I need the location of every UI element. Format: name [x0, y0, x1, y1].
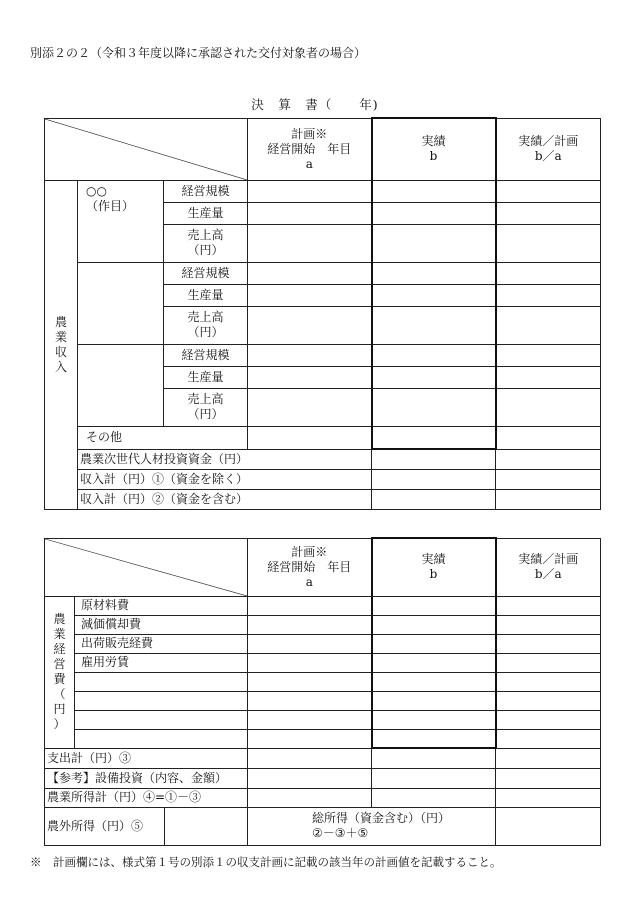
expense-item-label[interactable] [75, 710, 248, 729]
actual-column-header [372, 538, 496, 596]
ratio-cell[interactable] [496, 426, 601, 449]
actual-cell[interactable] [372, 615, 496, 634]
ratio-header-line1: 実績／計画 [518, 134, 579, 148]
plan-cell[interactable] [372, 449, 496, 469]
crop-label [78, 180, 164, 262]
sales-label-line2: （円） [187, 407, 224, 421]
plan-cell[interactable] [248, 306, 372, 344]
actual-cell[interactable] [372, 306, 496, 344]
row-label-sales [164, 388, 248, 426]
ratio-column-header [496, 538, 601, 596]
crop-label-line2: （作目） [86, 198, 135, 213]
nonfarm-income-value[interactable] [165, 807, 248, 845]
ratio-cell[interactable] [496, 653, 601, 672]
plan-header-line1: 計画※ [291, 126, 328, 141]
plan-cell[interactable] [248, 284, 372, 306]
plan-cell[interactable] [372, 469, 496, 489]
sales-label-line2: （円） [187, 325, 224, 339]
row-label-production: 生産量 [164, 284, 248, 306]
expense-item-label: 雇用労賃 [75, 653, 248, 672]
actual-cell[interactable] [372, 748, 496, 768]
footnote: ※ 計画欄には、様式第１号の別添１の収支計画に記載の該当年の計画値を記載すること。 [30, 855, 502, 869]
ratio-cell[interactable] [496, 768, 601, 788]
crop-label-blank[interactable] [78, 344, 164, 426]
row-label-production: 生産量 [164, 202, 248, 224]
plan-cell[interactable] [248, 653, 372, 672]
expense-item-label: 原材料費 [75, 596, 248, 615]
crop-label-blank[interactable] [78, 262, 164, 344]
actual-cell[interactable] [372, 596, 496, 615]
row-label-production: 生産量 [164, 366, 248, 388]
sales-label-line1: 売上高 [187, 392, 224, 406]
actual-cell[interactable] [372, 388, 496, 426]
ratio-cell[interactable] [496, 634, 601, 653]
ratio-cell[interactable] [496, 344, 601, 366]
plan-cell[interactable] [248, 729, 372, 748]
actual-cell[interactable] [372, 710, 496, 729]
actual-cell[interactable] [372, 284, 496, 306]
expense-item-label[interactable] [75, 729, 248, 748]
actual-cell[interactable] [372, 262, 496, 284]
plan-cell[interactable] [248, 672, 372, 691]
plan-cell[interactable] [248, 691, 372, 710]
actual-cell[interactable] [372, 634, 496, 653]
ratio-cell[interactable] [496, 672, 601, 691]
row-label-total-incl: 収入計（円）②（資金を含む） [78, 489, 372, 509]
actual-cell[interactable] [372, 672, 496, 691]
gross-income-label [248, 807, 496, 845]
ratio-cell[interactable] [496, 710, 601, 729]
actual-cell[interactable] [372, 426, 496, 449]
expense-item-label[interactable] [75, 672, 248, 691]
farm-expense-category: 農 業 経 営 費 （ 円 ） [45, 596, 75, 748]
actual-cell[interactable] [372, 768, 496, 788]
plan-cell[interactable] [248, 180, 372, 202]
actual-cell[interactable] [372, 653, 496, 672]
plan-cell[interactable] [248, 615, 372, 634]
plan-column-header [248, 538, 372, 596]
farm-income-category: 農 業 収 入 [45, 180, 78, 509]
actual-cell[interactable] [496, 489, 601, 509]
crop-label-line1: ○○ [86, 183, 107, 198]
actual-cell[interactable] [372, 729, 496, 748]
ratio-cell[interactable] [496, 202, 601, 224]
actual-cell[interactable] [372, 344, 496, 366]
row-label-scale: 経営規模 [164, 180, 248, 202]
header-diagonal-cell [45, 118, 248, 180]
sales-label-line1: 売上高 [187, 310, 224, 324]
actual-cell[interactable] [372, 224, 496, 262]
row-label-reference: 【参考】設備投資（内容、金額） [45, 768, 248, 788]
ratio-header-line2: b／a [534, 149, 562, 163]
actual-cell[interactable] [496, 449, 601, 469]
expense-item-label: 減価償却費 [75, 615, 248, 634]
plan-cell[interactable] [248, 224, 372, 262]
ratio-cell[interactable] [496, 691, 601, 710]
actual-cell[interactable] [372, 788, 496, 807]
plan-header-line2: 経営開始 年目 [267, 141, 352, 156]
row-label-scale: 経営規模 [164, 262, 248, 284]
plan-cell[interactable] [248, 202, 372, 224]
row-label-other: その他 [78, 426, 248, 449]
plan-cell[interactable] [372, 489, 496, 509]
expense-table [44, 537, 601, 846]
plan-cell[interactable] [248, 768, 372, 788]
ratio-cell[interactable] [496, 262, 601, 284]
actual-header-line1: 実績 [421, 552, 446, 567]
ratio-cell[interactable] [496, 366, 601, 388]
gross-income-line1: 総所得（資金含む）（円） [312, 811, 451, 825]
document-title: 決 算 書（ 年) [251, 97, 379, 112]
plan-cell[interactable] [248, 262, 372, 284]
ratio-cell[interactable] [496, 788, 601, 807]
ratio-cell[interactable] [496, 729, 601, 748]
ratio-header-line2: b／a [534, 567, 562, 581]
row-label-scale: 経営規模 [164, 344, 248, 366]
ratio-cell[interactable] [496, 284, 601, 306]
plan-cell[interactable] [248, 634, 372, 653]
ratio-column-header [496, 118, 601, 180]
expense-item-label[interactable] [75, 691, 248, 710]
row-label-expense-total: 支出計（円）③ [45, 748, 248, 768]
document-heading: 別添２の２（令和３年度以降に承認された交付対象者の場合） [30, 46, 367, 60]
plan-header-line2: 経営開始 年目 [267, 559, 352, 574]
actual-column-header [372, 118, 496, 180]
expense-item-label: 出荷販売経費 [75, 634, 248, 653]
plan-cell[interactable] [248, 788, 372, 807]
plan-cell[interactable] [248, 388, 372, 426]
plan-header-line3: a [305, 156, 313, 171]
row-label-farm-income: 農業所得計（円）④=①－③ [45, 788, 248, 807]
plan-cell[interactable] [248, 366, 372, 388]
ratio-cell[interactable] [496, 388, 601, 426]
row-label-nonfarm-income: 農外所得（円）⑤ [45, 807, 165, 845]
plan-column-header [248, 118, 372, 180]
ratio-cell[interactable] [496, 306, 601, 344]
plan-cell[interactable] [248, 596, 372, 615]
plan-cell[interactable] [248, 748, 372, 768]
plan-cell[interactable] [248, 710, 372, 729]
ratio-cell[interactable] [496, 180, 601, 202]
actual-header-line2: b [429, 149, 438, 164]
ratio-cell[interactable] [496, 615, 601, 634]
actual-cell[interactable] [372, 366, 496, 388]
plan-header-line1: 計画※ [291, 544, 328, 559]
plan-header-line3: a [305, 574, 313, 589]
ratio-cell[interactable] [496, 224, 601, 262]
row-label-invest-fund: 農業次世代人材投資資金（円） [78, 449, 372, 469]
actual-cell[interactable] [372, 180, 496, 202]
ratio-cell[interactable] [496, 748, 601, 768]
row-label-sales [164, 306, 248, 344]
ratio-header-line1: 実績／計画 [518, 552, 579, 566]
row-label-total-excl: 収入計（円）①（資金を除く） [78, 469, 372, 489]
actual-cell[interactable] [496, 469, 601, 489]
sales-label-line1: 売上高 [187, 228, 224, 242]
income-table [44, 117, 601, 510]
actual-header-line1: 実績 [421, 134, 446, 149]
ratio-cell[interactable] [496, 596, 601, 615]
actual-cell[interactable] [372, 202, 496, 224]
row-label-sales [164, 224, 248, 262]
gross-income-line2: ②－③＋⑤ [312, 826, 369, 840]
plan-cell[interactable] [248, 426, 372, 449]
gross-income-value[interactable] [496, 807, 601, 845]
actual-header-line2: b [429, 567, 438, 582]
header-diagonal-cell [45, 538, 248, 596]
plan-cell[interactable] [248, 344, 372, 366]
sales-label-line2: （円） [187, 243, 224, 257]
actual-cell[interactable] [372, 691, 496, 710]
